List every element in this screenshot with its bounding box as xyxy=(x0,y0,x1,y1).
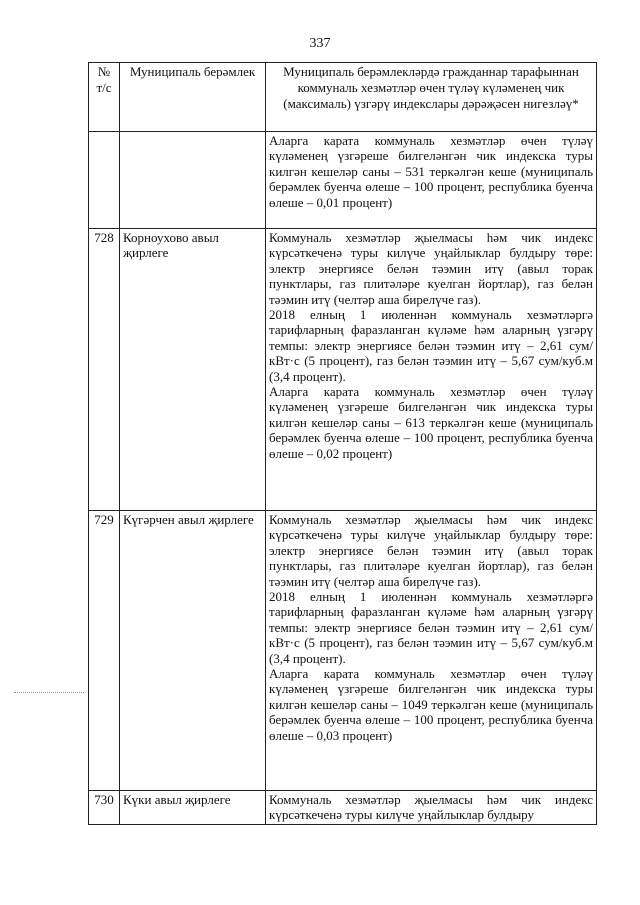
row-number: 728 xyxy=(89,229,120,511)
row-description xyxy=(266,511,597,791)
table-row xyxy=(89,511,597,791)
row-number: 729 xyxy=(89,511,120,791)
header-municipality: Муниципаль берәмлек xyxy=(120,63,266,132)
row-municipality: Корноухово авыл җирлеге xyxy=(120,229,266,511)
row-paragraph: 2018 елның 1 июленнән коммуналь хезмәтләргә тарифларның фаразланган күләме һәм аларның үзгәрү темпы: электр энергиясе белән тәэмин итү – 2,61 сум/кВт·с (5 процент), газ белән тәэмин итү – 5,67 сум/куб.м (3,4 процент). xyxy=(269,307,593,384)
header-text: Муниципаль берәмлекләрдә гражданнар тарафыннан коммуналь хезмәтләр өчен түләү күләменең чик (максималь) үзгәрү индекслары дәрәҗәсен нигезләү* xyxy=(266,63,597,132)
row-municipality xyxy=(120,132,266,229)
row-paragraph: Аларга карата коммуналь хезмәтләр өчен түләү күләменең үзгәреше билгеләнгән чик индекска туры килгән кешеләр саны – 531 теркәлгән кеше (муниципаль берәмлек буенча өлеше – 100 процент, республика буенча өлеше – 0,01 процент) xyxy=(269,133,593,210)
header-num: № т/с xyxy=(89,63,120,132)
municipality-table xyxy=(88,62,597,825)
row-municipality: Күки авыл җирлеге xyxy=(120,791,266,825)
row-paragraph: Аларга карата коммуналь хезмәтләр өчен түләү күләменең үзгәреше билгеләнгән чик индекска туры килгән кешеләр саны – 1049 теркәлгән кеше (муниципаль берәмлек буенча өлеше – 100 процент, республика буенча өлеше – 0,03 процент) xyxy=(269,666,593,743)
row-paragraph: Коммуналь хезмәтләр җыелмасы һәм чик индекс күрсәткеченә туры килүче уңайлыклар булдыру xyxy=(269,792,593,823)
table-row xyxy=(89,791,597,825)
row-description xyxy=(266,791,597,825)
row-municipality: Күгәрчен авыл җирлеге xyxy=(120,511,266,791)
table-row xyxy=(89,132,597,229)
row-paragraph: Коммуналь хезмәтләр җыелмасы һәм чик индекс күрсәткеченә туры килүче уңайлыклар булдыру төре: электр энергиясе белән тәэмин итү (авыл торак пунктлары, газ плитәләре куелган йортлар), газ белән тәэмин итү (челтәр аша бирелүче газ). xyxy=(269,230,593,307)
row-paragraph: 2018 елның 1 июленнән коммуналь хезмәтләргә тарифларның фаразланган күләме һәм аларның үзгәрү темпы: электр энергиясе белән тәэмин итү – 2,61 сум/кВт·с (5 процент), газ белән тәэмин итү – 5,67 сум/куб.м (3,4 процент). xyxy=(269,589,593,666)
row-description xyxy=(266,229,597,511)
table-header-row xyxy=(89,63,597,132)
row-paragraph: Аларга карата коммуналь хезмәтләр өчен түләү күләменең үзгәреше билгеләнгән чик индекска туры килгән кешеләр саны – 613 теркәлгән кеше (муниципаль берәмлек буенча өлеше – 100 процент, республика буенча өлеше – 0,02 процент) xyxy=(269,384,593,461)
margin-dotted-line xyxy=(14,692,84,693)
row-number xyxy=(89,132,120,229)
page-number: 337 xyxy=(309,36,331,51)
row-number: 730 xyxy=(89,791,120,825)
table-row xyxy=(89,229,597,511)
row-description xyxy=(266,132,597,229)
row-paragraph: Коммуналь хезмәтләр җыелмасы һәм чик индекс күрсәткеченә туры килүче уңайлыклар булдыру төре: электр энергиясе белән тәэмин итү (авыл торак пунктлары, газ плитәләре куелган йортлар), газ белән тәэмин итү (челтәр аша бирелүче газ). xyxy=(269,512,593,589)
